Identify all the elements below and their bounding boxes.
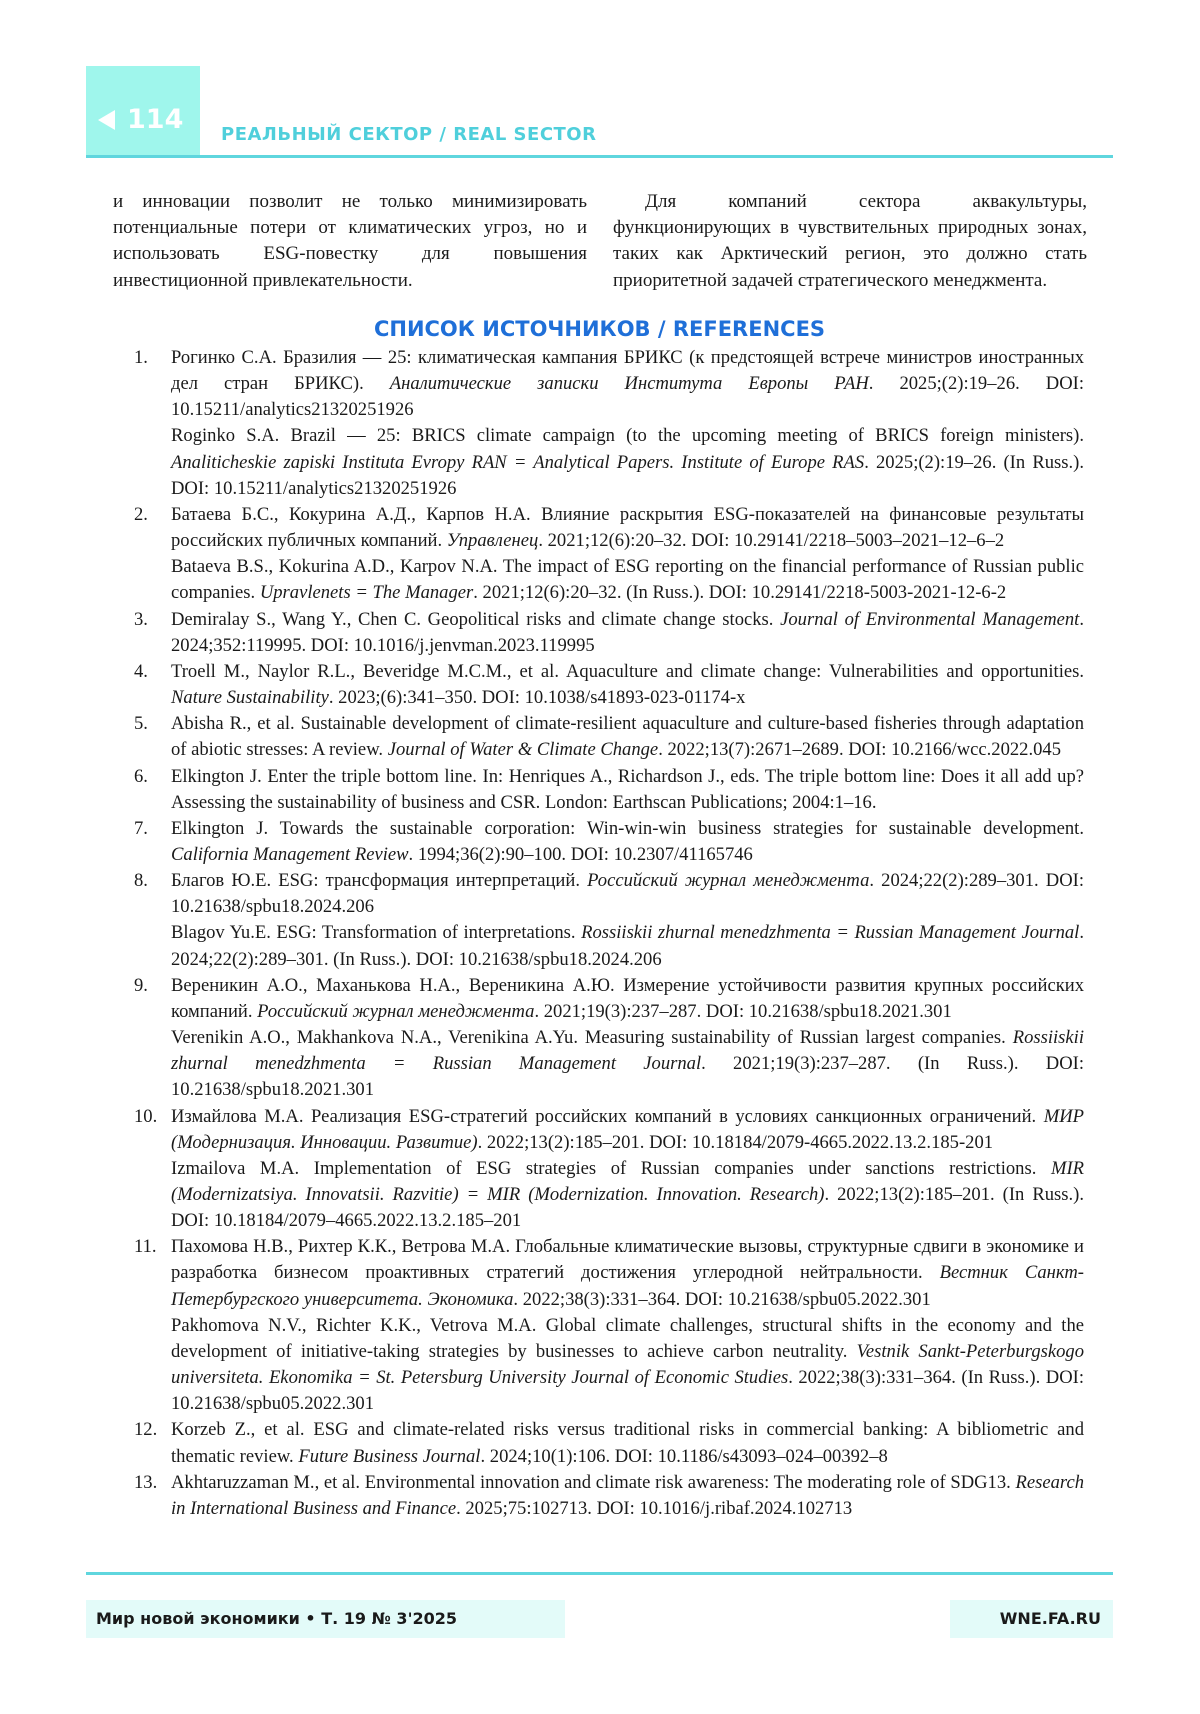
reference-text	[171, 711, 1084, 763]
reference-segment: . 1994;36(2):90–100. DOI: 10.2307/41165746	[409, 844, 753, 865]
reference-item	[134, 973, 1084, 1104]
reference-number: 10.	[134, 1104, 157, 1130]
reference-text	[171, 973, 1084, 1025]
reference-segment: Измайлова М.А. Реализация ESG-стратегий российских компаний в условиях санкционных ограничений.	[171, 1106, 1044, 1127]
reference-segment: Батаева Б.С., Кокурина А.Д., Карпов Н.А. Влияние раскрытия ESG-показателей на финансовые результаты российских публичных компаний.	[171, 504, 1084, 551]
reference-segment: . 2025;(2):19–26. DOI: 10.15211/analytics21320251926	[171, 373, 1084, 420]
footer-site-link[interactable]: WNE.FA.RU	[1000, 1609, 1101, 1628]
reference-text-translation	[171, 554, 1084, 606]
reference-text	[171, 607, 1084, 659]
reference-text	[171, 345, 1084, 423]
reference-item	[134, 816, 1084, 868]
reference-segment: . 2022;38(3):331–364. DOI: 10.21638/spbu05.2022.301	[513, 1289, 930, 1310]
reference-source-title: Управленец	[447, 530, 539, 551]
reference-text	[171, 1470, 1084, 1522]
reference-text	[171, 1417, 1084, 1469]
reference-source-title: Journal of Water & Climate Change	[388, 739, 658, 760]
reference-number: 12.	[134, 1417, 157, 1443]
reference-text	[171, 868, 1084, 920]
reference-item	[134, 1470, 1084, 1522]
reference-text	[171, 816, 1084, 868]
reference-item	[134, 1104, 1084, 1235]
reference-item	[134, 502, 1084, 607]
reference-segment: . 2024;352:119995. DOI: 10.1016/j.jenvman.2023.119995	[171, 609, 1084, 656]
reference-segment: . 2024;22(2):289–301. (In Russ.). DOI: 10.21638/spbu18.2024.206	[171, 922, 1084, 969]
reference-segment: . 2021;19(3):237–287. DOI: 10.21638/spbu18.2021.301	[534, 1001, 951, 1022]
reference-number: 5.	[134, 711, 148, 737]
reference-segment: . 2022;13(2):185–201. (In Russ.). DOI: 10.18184/2079–4665.2022.13.2.185–201	[171, 1184, 1084, 1231]
references-heading: СПИСОК ИСТОЧНИКОВ / REFERENCES	[86, 317, 1113, 341]
reference-text-translation	[171, 1156, 1084, 1234]
reference-number: 9.	[134, 973, 148, 999]
reference-segment: . 2024;22(2):289–301. DOI: 10.21638/spbu18.2024.206	[171, 870, 1084, 917]
page-number	[98, 104, 183, 135]
triangle-left-icon	[98, 110, 115, 130]
reference-segment: Demiralay S., Wang Y., Chen C. Geopolitical risks and climate change stocks.	[171, 609, 780, 630]
reference-segment: Pakhomova N.V., Richter K.K., Vetrova M.A. Global climate challenges, structural shifts in the economy and the development of initiative-taking strategies by businesses to achieve carbon neutrality.	[171, 1315, 1084, 1362]
reference-segment: . 2021;19(3):237–287. (In Russ.). DOI: 10.21638/spbu18.2021.301	[171, 1053, 1084, 1100]
reference-segment: . 2024;10(1):106. DOI: 10.1186/s43093–024–00392–8	[480, 1446, 887, 1467]
reference-item	[134, 868, 1084, 973]
reference-text-translation	[171, 423, 1084, 501]
reference-segment: . 2022;13(2):185–201. DOI: 10.18184/2079-4665.2022.13.2.185-201	[478, 1132, 993, 1153]
reference-source-title: Аналитические записки Института Европы РАН	[390, 373, 869, 394]
reference-segment: Korzeb Z., et al. ESG and climate-related risks versus traditional risks in commercial banking: A bibliometric and thematic review.	[171, 1419, 1084, 1466]
reference-segment: . 2025;75:102713. DOI: 10.1016/j.ribaf.2024.102713	[456, 1498, 852, 1519]
footer-site-box	[950, 1600, 1113, 1638]
reference-item	[134, 607, 1084, 659]
reference-segment: Пахомова Н.В., Рихтер К.К., Ветрова М.А. Глобальные климатические вызовы, структурные сдвиги в экономике и разработка бизнесом проактивных стратегий достижения углеродной нейтральности.	[171, 1236, 1084, 1283]
reference-segment: Abisha R., et al. Sustainable development of climate-resilient aquaculture and culture-based fisheries through adaptation of abiotic stresses: A review.	[171, 713, 1084, 760]
reference-number: 4.	[134, 659, 148, 685]
reference-segment: . 2021;12(6):20–32. DOI: 10.29141/2218–5003–2021–12–6–2	[538, 530, 1004, 551]
reference-number: 7.	[134, 816, 148, 842]
page-number-text: 114	[127, 104, 183, 135]
reference-item	[134, 659, 1084, 711]
reference-segment: Elkington J. Enter the triple bottom line. In: Henriques A., Richardson J., eds. The triple bottom line: Does it all add up? Assessing the sustainability of business and CSR. London: Earthscan Publications; 2004:1–16.	[171, 766, 1084, 813]
reference-source-title: Nature Sustainability	[171, 687, 329, 708]
reference-text	[171, 1234, 1084, 1312]
reference-number: 11.	[134, 1234, 157, 1260]
body-paragraph-left: и инновации позволит не только минимизировать потенциальные потери от климатических угроз, но и использовать ESG-повестку для повышения инвестиционной привлекательности.	[113, 189, 587, 294]
reference-segment: Troell M., Naylor R.L., Beveridge M.C.M., et al. Aquaculture and climate change: Vulnerabilities and opportunities.	[171, 661, 1084, 682]
body-paragraph-right: Для компаний сектора аквакультуры, функционирующих в чувствительных природных зонах, таких как Арктический регион, это должно стать приоритетной задачей стратегического менеджмента.	[613, 189, 1087, 294]
reference-segment: . 2022;38(3):331–364. (In Russ.). DOI: 10.21638/spbu05.2022.301	[171, 1367, 1084, 1414]
reference-source-title: Rossiiskii zhurnal menedzhmenta = Russian Management Journal	[581, 922, 1079, 943]
reference-source-title: Российский журнал менеджмента	[587, 870, 869, 891]
reference-text-translation	[171, 920, 1084, 972]
reference-source-title: МИР (Модернизация. Инновации. Развитие)	[171, 1106, 1084, 1153]
reference-segment: Благов Ю.Е. ESG: трансформация интерпретаций.	[171, 870, 587, 891]
reference-source-title: California Management Review	[171, 844, 409, 865]
reference-source-title: Analiticheskie zapiski Instituta Evropy RAN = Analytical Papers. Institute of Europe RAS	[171, 452, 864, 473]
reference-number: 1.	[134, 345, 148, 371]
reference-source-title: Vestnik Sankt-Peterburgskogo universiteta. Ekonomika = St. Petersburg University Journal of Economic Studies	[171, 1341, 1084, 1388]
reference-item	[134, 345, 1084, 502]
reference-source-title: Российский журнал менеджмента	[257, 1001, 534, 1022]
reference-text	[171, 1104, 1084, 1156]
footer-journal-box	[86, 1600, 565, 1638]
reference-source-title: Future Business Journal	[298, 1446, 480, 1467]
reference-text	[171, 764, 1084, 816]
reference-segment: Elkington J. Towards the sustainable corporation: Win-win-win business strategies for sustainable development.	[171, 818, 1084, 839]
reference-text-translation	[171, 1025, 1084, 1103]
reference-source-title: Upravlenets = The Manager	[260, 582, 473, 603]
reference-source-title: Rossiiskii zhurnal menedzhmenta = Russian Management Journal	[171, 1027, 1084, 1074]
reference-text-translation	[171, 1313, 1084, 1418]
section-title: РЕАЛЬНЫЙ СЕКТОР / REAL SECTOR	[221, 124, 596, 145]
reference-item	[134, 764, 1084, 816]
reference-segment: . 2023;(6):341–350. DOI: 10.1038/s41893-023-01174-x	[329, 687, 746, 708]
reference-segment: Вереникин А.О., Маханькова Н.А., Вереникина А.Ю. Измерение устойчивости развития крупных российских компаний.	[171, 975, 1084, 1022]
reference-segment: . 2021;12(6):20–32. (In Russ.). DOI: 10.29141/2218-5003-2021-12-6-2	[473, 582, 1006, 603]
reference-segment: Akhtaruzzaman M., et al. Environmental innovation and climate risk awareness: The moderating role of SDG13.	[171, 1472, 1016, 1493]
reference-segment: Bataeva B.S., Kokurina A.D., Karpov N.A. The impact of ESG reporting on the financial performance of Russian public companies.	[171, 556, 1084, 603]
reference-segment: Рогинко С.А. Бразилия — 25: климатическая кампания БРИКС (к предстоящей встрече министров иностранных дел стран БРИКС).	[171, 347, 1084, 394]
references-list	[134, 345, 1084, 1522]
reference-text	[171, 502, 1084, 554]
reference-number: 2.	[134, 502, 148, 528]
reference-number: 13.	[134, 1470, 157, 1496]
reference-segment: Blagov Yu.E. ESG: Transformation of interpretations.	[171, 922, 581, 943]
reference-text	[171, 659, 1084, 711]
reference-segment: . 2025;(2):19–26. (In Russ.). DOI: 10.15211/analytics21320251926	[171, 452, 1084, 499]
reference-segment: Roginko S.A. Brazil — 25: BRICS climate campaign (to the upcoming meeting of BRICS foreign ministers).	[171, 425, 1084, 446]
reference-source-title: Вестник Санкт-Петербургского университета. Экономика	[171, 1262, 1084, 1309]
reference-segment: Verenikin A.O., Makhankova N.A., Verenikina A.Yu. Measuring sustainability of Russian largest companies.	[171, 1027, 1013, 1048]
reference-number: 6.	[134, 764, 148, 790]
reference-number: 8.	[134, 868, 148, 894]
reference-segment: Izmailova M.A. Implementation of ESG strategies of Russian companies under sanctions restrictions.	[171, 1158, 1051, 1179]
reference-source-title: Research in International Business and Finance	[171, 1472, 1084, 1519]
footer-divider	[86, 1572, 1113, 1575]
reference-item	[134, 1234, 1084, 1417]
footer-journal: Мир новой экономики • Т. 19 № 3'2025	[96, 1609, 457, 1628]
reference-source-title: Journal of Environmental Management	[780, 609, 1079, 630]
reference-segment: . 2022;13(7):2671–2689. DOI: 10.2166/wcc.2022.045	[658, 739, 1061, 760]
reference-source-title: MIR (Modernizatsiya. Innovatsii. Razvitie) = MIR (Modernization. Innovation. Research)	[171, 1158, 1084, 1205]
header-divider	[86, 155, 1113, 158]
reference-number: 3.	[134, 607, 148, 633]
reference-item	[134, 711, 1084, 763]
reference-item	[134, 1417, 1084, 1469]
